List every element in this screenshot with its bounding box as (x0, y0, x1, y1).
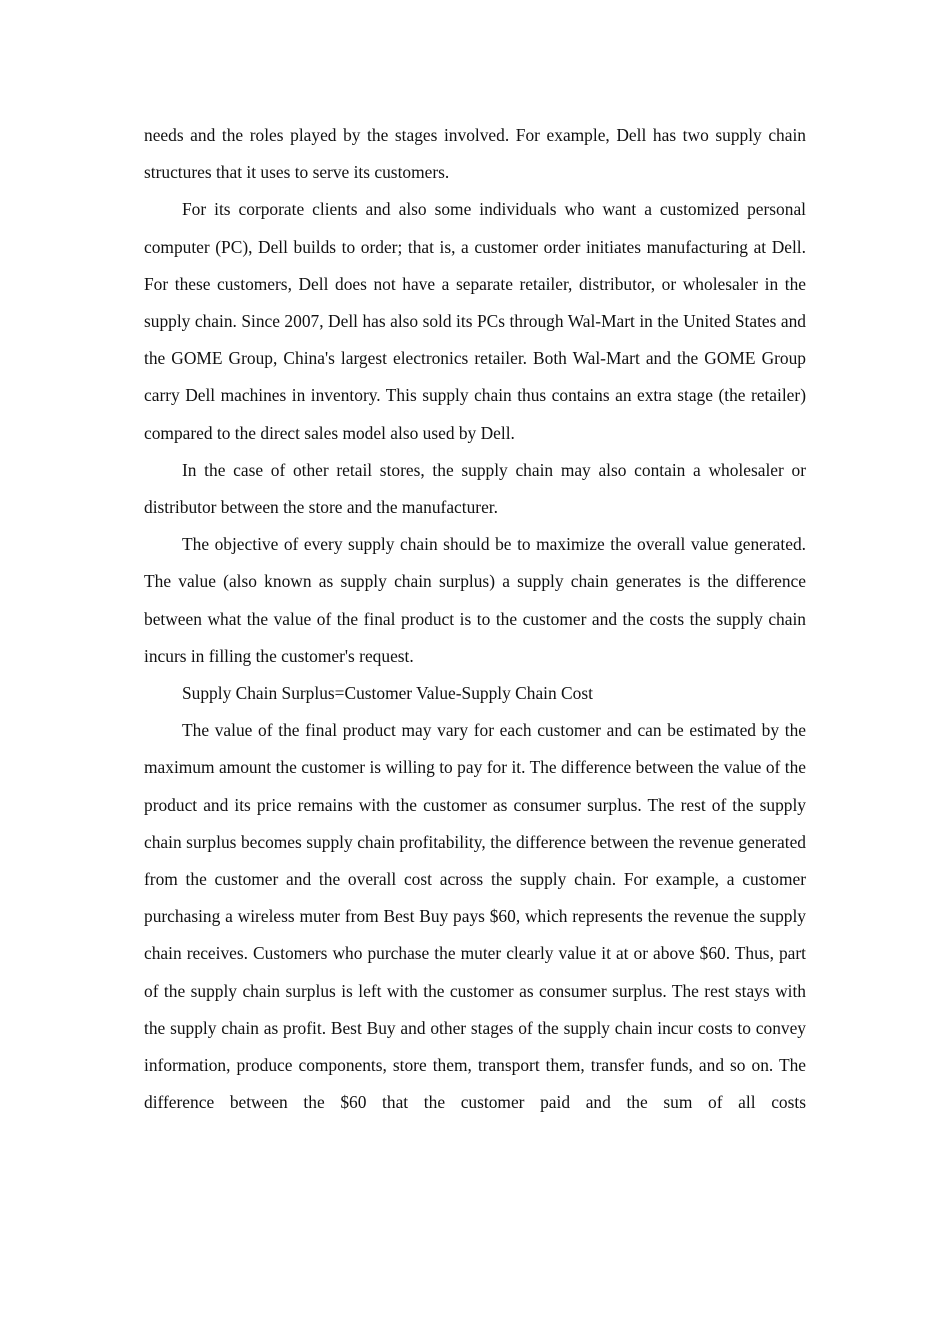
paragraph-final-product-value: The value of the final product may vary for each customer and can be estimated by the maximum amount the customer is willing to pay for it. The difference between the value of the product and its price remains with the customer as consumer surplus. The rest of the supply chain surplus becomes supply chain profitability, the difference between the revenue generated from the customer and the overall cost across the supply chain. For example, a customer purchasing a wireless muter from Best Buy pays $60, which represents the revenue the supply chain receives. Customers who purchase the muter clearly value it at or above $60. Thus, part of the supply chain surplus is left with the customer as consumer surplus. The rest stays with the supply chain as profit. Best Buy and other stages of the supply chain incur costs to convey information, produce components, store them, transport them, transfer funds, and so on. The difference between the $60 that the customer paid and the sum of all costs (144, 720, 806, 1113)
paragraph-continuation: needs and the roles played by the stages involved. For example, Dell has two supply chain structures that it uses to serve its customers. (144, 125, 806, 183)
equation-supply-chain-surplus: Supply Chain Surplus=Customer Value-Supply Chain Cost (182, 683, 593, 704)
document-page (144, 117, 806, 1121)
paragraph-dell-build-to-order: For its corporate clients and also some individuals who want a customized personal computer (PC), Dell builds to order; that is, a customer order initiates manufacturing at Dell. For these customers, Dell does not have a separate retailer, distributor, or wholesaler in the supply chain. Since 2007, Dell has also sold its PCs through Wal-Mart in the United States and the GOME Group, China's largest electronics retailer. Both Wal-Mart and the GOME Group carry Dell machines in inventory. This supply chain thus contains an extra stage (the retailer) compared to the direct sales model also used by Dell. (144, 199, 806, 443)
paragraph-supply-chain-objective: The objective of every supply chain should be to maximize the overall value generated. The value (also known as supply chain surplus) a supply chain generates is the difference between what the value of the final product is to the customer and the costs the supply chain incurs in filling the customer's request. (144, 534, 806, 666)
paragraph-retail-stores: In the case of other retail stores, the supply chain may also contain a wholesaler or distributor between the store and the manufacturer. (144, 459, 806, 518)
